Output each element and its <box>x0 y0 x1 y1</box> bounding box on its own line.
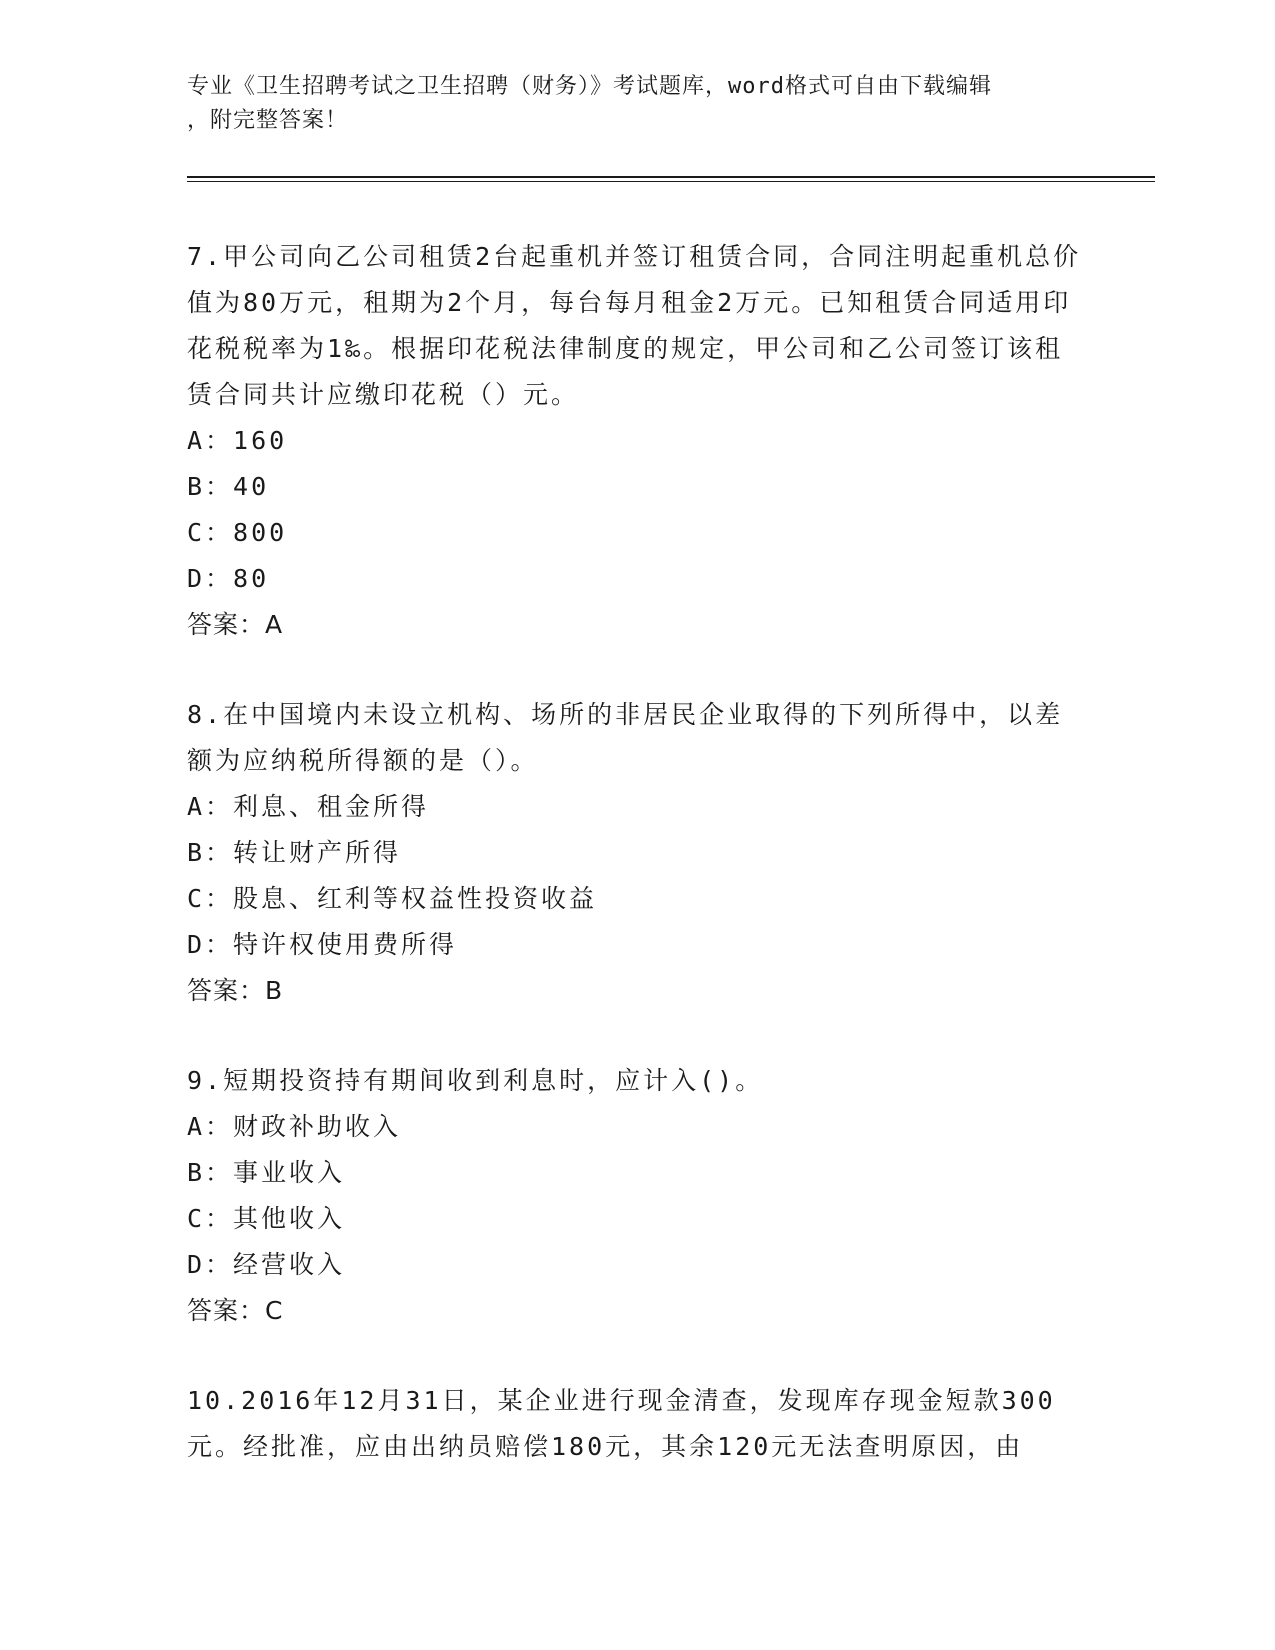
question-spacer <box>187 1334 1087 1378</box>
question-spacer <box>187 648 1087 692</box>
option-c: C：其他收入 <box>187 1204 346 1233</box>
option-a: A：160 <box>187 426 288 455</box>
option-b: B：40 <box>187 472 270 501</box>
answer-line: 答案：B <box>187 976 284 1005</box>
question-10 <box>187 1378 1087 1470</box>
question-stem: 7.甲公司向乙公司租赁2台起重机并签订租赁合同，合同注明起重机总价值为80万元，租期为2个月，每台每月租金2万元。已知租赁合同适用印花税税率为1‰。根据印花税法律制度的规定，甲公司和乙公司签订该租赁合同共计应缴印花税（）元。 <box>187 242 1082 409</box>
option-b: B：事业收入 <box>187 1158 346 1187</box>
option-a: A：财政补助收入 <box>187 1112 402 1141</box>
question-7 <box>187 234 1087 648</box>
option-d: D：80 <box>187 564 270 593</box>
option-c: C：800 <box>187 518 288 547</box>
answer-line: 答案：A <box>187 610 284 639</box>
question-list <box>187 234 1087 1470</box>
header-line-2: ，附完整答案！ <box>187 108 349 133</box>
answer-line: 答案：C <box>187 1296 284 1325</box>
question-stem: 10.2016年12月31日，某企业进行现金清查，发现库存现金短款300元。经批准，应由出纳员赔偿180元，其余120元无法查明原因，由 <box>187 1386 1056 1461</box>
question-stem: 9.短期投资持有期间收到利息时，应计入()。 <box>187 1066 764 1095</box>
question-9 <box>187 1058 1087 1334</box>
header-divider-thin <box>187 181 1155 182</box>
question-8 <box>187 692 1087 1014</box>
option-d: D：经营收入 <box>187 1250 346 1279</box>
header-line-1: 专业《卫生招聘考试之卫生招聘（财务）》考试题库，word格式可自由下载编辑 <box>187 74 992 99</box>
option-c: C：股息、红利等权益性投资收益 <box>187 884 598 913</box>
question-stem: 8.在中国境内未设立机构、场所的非居民企业取得的下列所得中，以差额为应纳税所得额的是（）。 <box>187 700 1064 775</box>
option-b: B：转让财产所得 <box>187 838 402 867</box>
document-header <box>187 70 1067 138</box>
option-d: D：特许权使用费所得 <box>187 930 458 959</box>
option-a: A：利息、租金所得 <box>187 792 430 821</box>
question-spacer <box>187 1014 1087 1058</box>
header-divider-thick <box>187 176 1155 178</box>
